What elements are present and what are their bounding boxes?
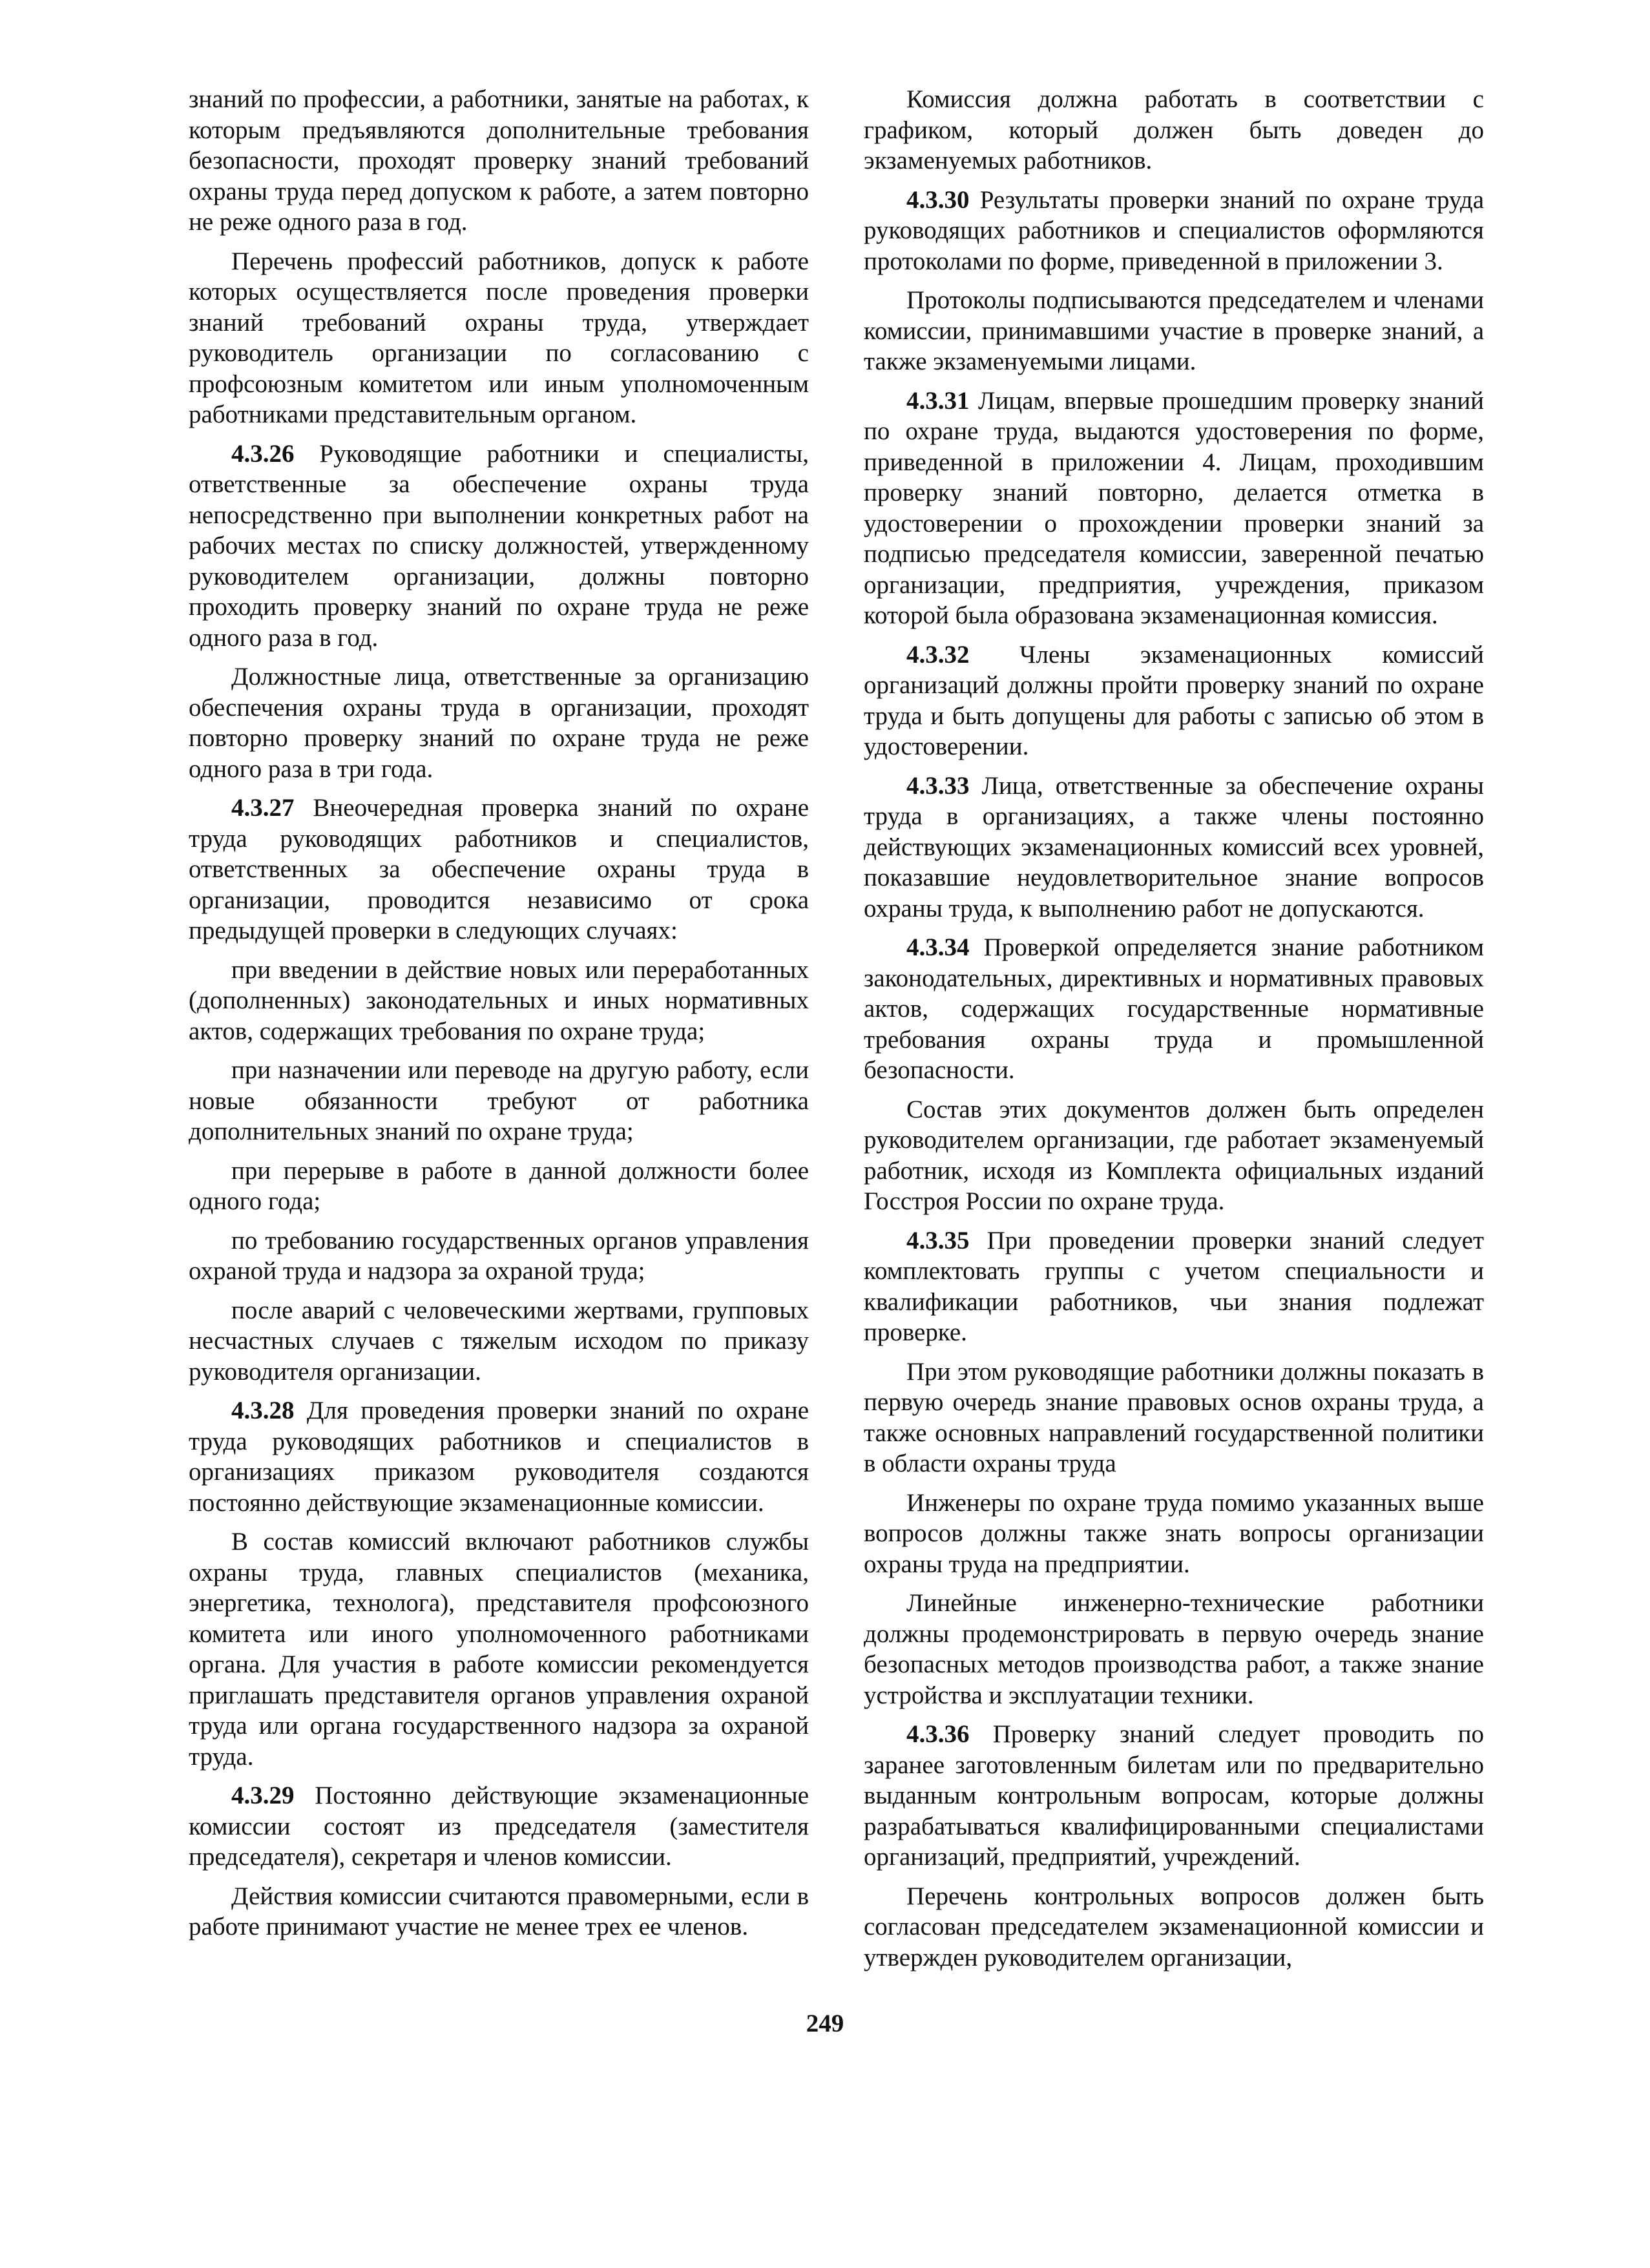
paragraph-text: Линейные инженерно-технические работники должны продемонстрировать в первую очередь знание безопасных методов производства работ, а также знание устройства и эксплуатации техники. [864,1589,1484,1709]
paragraph-text: Проверкой определяется знание работником законодательных, директивных и нормативных правовых актов, содержащих государственные нормативные требования охраны труда и промышленной безопасности. [864,933,1485,1084]
paragraph [864,1881,1484,1973]
paragraph [864,386,1484,631]
paragraph-text: знаний по профессии, а работники, занятые на работах, к которым предъявляются дополнительные требования безопасности, проходят проверку знаний требований охраны труда перед допуском к работе, а затем повторно не реже одного раза в год. [189,85,809,236]
paragraph-text: при назначении или переводе на другую работу, если новые обязанности требуют от работника дополнительных знаний по охране труда; [189,1056,809,1145]
right-column [864,84,1484,1981]
paragraph [864,1588,1484,1711]
clause-number: 4.3.33 [906,771,970,800]
page-number: 249 [806,2010,844,2037]
paragraph [189,1395,809,1518]
paragraph [189,1295,809,1388]
clause-number: 4.3.27 [231,794,295,822]
paragraph-text: при введении в действие новых или переработанных (дополненных) законодательных и иных нормативных актов, содержащих требования по охране труда; [189,955,809,1045]
paragraph [189,439,809,654]
paragraph-text: Протоколы подписываются председателем и членами комиссии, принимавшими участие в проверке знаний, а также экзаменуемыми лицами. [864,286,1484,375]
paragraph [864,1094,1484,1217]
paragraph [189,955,809,1047]
paragraph [189,84,809,238]
paragraph [864,185,1484,277]
paragraph-text: при перерыве в работе в данной должности более одного года; [189,1156,809,1215]
clause-number: 4.3.31 [906,386,970,415]
paragraph-text: Перечень контрольных вопросов должен быть согласован председателем экзаменационной комиссии и утвержден руководителем организации, [864,1882,1484,1971]
paragraph [189,1780,809,1873]
left-column [189,84,809,1951]
paragraph [864,1719,1484,1873]
paragraph [864,1488,1484,1580]
clause-number: 4.3.26 [231,439,295,468]
paragraph-text: по требованию государственных органов управления охраной труда и надзора за охраной труда; [189,1226,809,1285]
paragraph [189,1526,809,1772]
paragraph-text: Перечень профессий работников, допуск к работе которых осуществляется после проведения проверки знаний требований охраны труда, утверждает руководитель организации по согласованию с профсоюзным комитетом или иным уполномоченным работниками представительным органом. [189,247,809,428]
paragraph-text: В состав комиссий включают работников службы охраны труда, главных специалистов (механика, энергетика, технолога), представителя профсоюзного комитета или иного уполномоченного работниками органа. Для участия в работе комиссии рекомендуется приглашать представителя органов управления охраной труда или органа государственного надзора за охраной труда. [189,1528,809,1771]
paragraph-text: Руководящие работники и специалисты, ответственные за обеспечение охраны труда непосредственно при выполнении конкретных работ на рабочих местах по списку должностей, утвержденному руководителем организации, должны повторно проходить проверку знаний по охране труда не реже одного раза в год. [189,439,809,652]
clause-number: 4.3.28 [231,1397,295,1424]
paragraph-text: после аварий с человеческими жертвами, групповых несчастных случаев с тяжелым исходом по приказу руководителя организации. [189,1296,809,1386]
paragraph [189,1156,809,1217]
paragraph [864,84,1484,176]
paragraph-text: При этом руководящие работники должны показать в первую очередь знание правовых основ охраны труда, а также основных направлений государственной политики в области охраны труда [864,1357,1484,1477]
paragraph-text: Действия комиссии считаются правомерными, если в работе принимают участие не менее трех ее членов. [189,1882,809,1940]
paragraph-text: Постоянно действующие экзаменационные комиссии состоят из председателя (заместителя председателя), секретаря и членов комиссии. [189,1782,809,1871]
paragraph [189,661,809,784]
paragraph-text: Проверку знаний следует проводить по заранее заготовленным билетам или по предварительно выданным контрольным вопросам, которые должны разрабатываться квалифицированными специалистами организаций, предприятий, учреждений. [864,1720,1484,1871]
paragraph-text: Лица, ответственные за обеспечение охраны труда в организациях, а также члены постоянно действующих экзаменационных комиссий всех уровней, показавшие неудовлетворительное знание вопросов охраны труда, к выполнению работ не допускаются. [864,771,1485,922]
paragraph-text: Для проведения проверки знаний по охране труда руководящих работников и специалистов в организациях приказом руководителя создаются постоянно действующие экзаменационные комиссии. [189,1397,809,1517]
clause-number: 4.3.32 [906,640,970,669]
paragraph [189,1881,809,1942]
paragraph [189,793,809,946]
paragraph-text: При проведении проверки знаний следует комплектовать группы с учетом специальности и квалификации работников, чьи знания подлежат проверке. [864,1226,1484,1346]
paragraph-text: Результаты проверки знаний по охране труда руководящих работников и специалистов оформляются протоколами по форме, приведенной в приложении 3. [864,185,1484,275]
paragraph [864,1357,1484,1479]
paragraph-text: Состав этих документов должен быть определен руководителем организации, где работает экзаменуемый работник, исходя из Комплекта официальных изданий Госстроя России по охране труда. [864,1095,1484,1215]
clause-number: 4.3.30 [906,185,970,214]
paragraph-text: Должностные лица, ответственные за организацию обеспечения охраны труда в организации, проходят повторно проверку знаний по охране труда не реже одного раза в три года. [189,663,809,783]
paragraph-text: Инженеры по охране труда помимо указанных выше вопросов должны также знать вопросы организации охраны труда на предприятии. [864,1488,1484,1578]
clause-number: 4.3.36 [906,1720,970,1748]
paragraph [864,932,1484,1086]
paragraph [189,1225,809,1287]
clause-number: 4.3.34 [906,933,970,961]
paragraph [864,640,1484,762]
paragraph-text: Внеочередная проверка знаний по охране труда руководящих работников и специалистов, ответственных за обеспечение охраны труда в организации, проводится независимо от срока предыдущей проверки в следующих случаях: [189,794,809,944]
paragraph-text: Комиссия должна работать в соответствии с графиком, который должен быть доведен до экзаменуемых работников. [864,85,1484,174]
paragraph [189,246,809,430]
paragraph [864,771,1484,924]
paragraph [864,285,1484,377]
paragraph [864,1225,1484,1348]
paragraph-text: Лицам, впервые прошедшим проверку знаний по охране труда, выдаются удостоверения по форме, приведенной в приложении 4. Лицам, проходившим проверку знаний повторно, делается отметка в удостоверении о прохождении проверки знаний за подписью председателя комиссии, заверенной печатью организации, предприятия, учреждения, приказом которой была образована экзаменационная комиссия. [864,386,1485,629]
paragraph [189,1055,809,1147]
clause-number: 4.3.35 [906,1226,970,1254]
paragraph-text: Члены экзаменационных комиссий организаций должны пройти проверку знаний по охране труда и быть допущены для работы с записью об этом в удостоверении. [864,640,1484,760]
clause-number: 4.3.29 [231,1782,295,1809]
